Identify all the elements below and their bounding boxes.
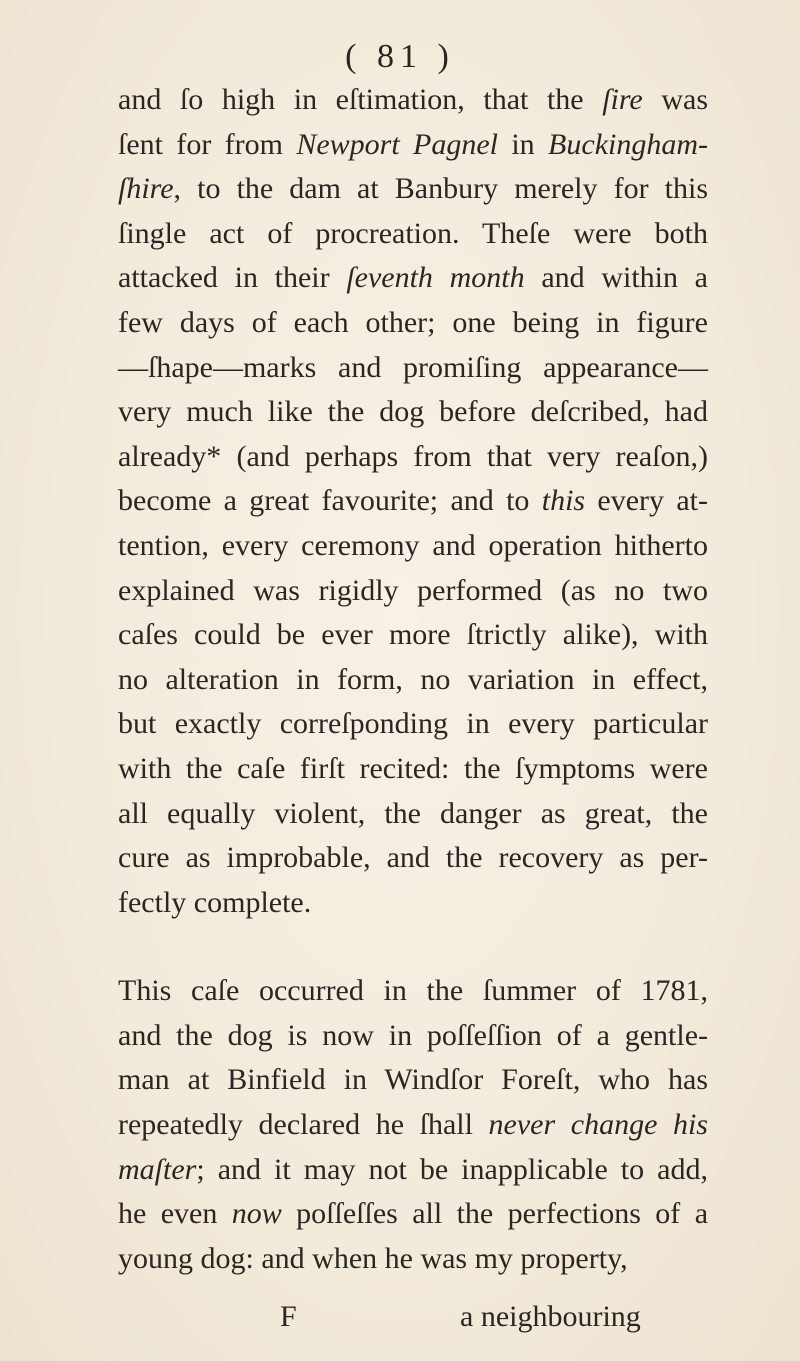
text-line: [118, 390, 708, 435]
text-run: he even: [118, 1197, 232, 1231]
italic-text-run: now: [231, 1197, 282, 1231]
text-run: was: [642, 83, 708, 116]
text-run: poſſeſſes all the perfections of a: [281, 1197, 709, 1231]
catchword: a neighbouring: [460, 1300, 641, 1333]
text-line: [118, 613, 708, 658]
text-line: [118, 1103, 708, 1148]
text-run: explained was rigidly performed (as no two: [118, 573, 708, 607]
italic-text-run: Newport Pagnel: [296, 127, 498, 161]
text-run: ſent for from: [118, 127, 297, 161]
text-run: young dog: and when he was my property,: [118, 1241, 628, 1275]
text-run: caſes could be ever more ſtrictly alike), with: [118, 618, 708, 652]
text-line: [118, 1192, 708, 1237]
text-line: [118, 792, 708, 837]
text-run: man at Binfield in Windſor Foreſt, who has: [118, 1063, 708, 1097]
text-line: [118, 435, 708, 480]
text-line: [118, 301, 708, 346]
text-run: fectly complete.: [118, 885, 312, 919]
text-run: and ſo high in eſtimation, that the: [118, 83, 603, 116]
text-run: attacked in their: [118, 261, 347, 295]
text-run: every at-: [585, 484, 708, 518]
text-run: This caſe occurred in the ſummer of 1781,: [118, 974, 708, 1008]
text-run: tention, every ceremony and operation hitherto: [118, 528, 708, 562]
body-text: [118, 78, 708, 1281]
text-run: , to the dam at Banbury merely for this: [173, 172, 708, 206]
paragraph-2: [118, 969, 708, 1281]
text-line: [118, 969, 708, 1014]
text-line: [118, 479, 708, 524]
text-run: cure as improbable, and the recovery as per-: [118, 841, 708, 875]
italic-text-run: maſter: [118, 1152, 197, 1186]
text-line: [118, 881, 708, 926]
text-run: few days of each other; one being in figure: [118, 305, 708, 339]
text-line: [118, 346, 708, 391]
text-line: [118, 256, 708, 301]
signature-mark: F: [280, 1300, 297, 1333]
text-line: [118, 78, 708, 123]
text-run: and the dog is now in poſſeſſion of a gentle-: [118, 1018, 708, 1052]
italic-text-run: this: [541, 484, 586, 518]
italic-text-run: Buckingham-: [548, 127, 708, 161]
text-line: [118, 836, 708, 881]
text-line: [118, 524, 708, 569]
text-run: with the caſe firſt recited: the ſymptoms were: [118, 751, 708, 785]
text-line: [118, 569, 708, 614]
text-run: become a great favourite; and to: [118, 484, 542, 518]
text-run: but exactly correſponding in every particular: [118, 707, 708, 741]
text-line: [118, 747, 708, 792]
page-number: ( 81 ): [345, 38, 455, 75]
text-line: [118, 212, 708, 257]
text-line: [118, 1014, 708, 1059]
text-run: ; and it may not be inapplicable to add,: [196, 1152, 708, 1186]
text-run: already* (and perhaps from that very reaſon,): [118, 439, 708, 473]
text-run: and within a: [524, 261, 708, 295]
text-run: very much like the dog before deſcribed, had: [118, 395, 708, 429]
text-line: [118, 123, 708, 168]
text-run: in: [498, 127, 549, 161]
text-run: no alteration in form, no variation in effect,: [118, 662, 708, 696]
text-line: [118, 1148, 708, 1193]
italic-text-run: ſeventh month: [346, 261, 525, 295]
paragraph-1: [118, 78, 708, 925]
text-line: [118, 1237, 708, 1282]
text-line: [118, 702, 708, 747]
italic-text-run: ſhire: [118, 172, 174, 206]
text-run: repeatedly declared he ſhall: [118, 1108, 489, 1142]
italic-text-run: ſire: [602, 83, 643, 116]
text-line: [118, 1058, 708, 1103]
text-line: [118, 658, 708, 703]
text-run: all equally violent, the danger as great, the: [118, 796, 708, 830]
text-line: [118, 167, 708, 212]
text-run: ſingle act of procreation. Theſe were both: [118, 216, 708, 250]
paragraph-gap: [118, 925, 708, 969]
text-run: —ſhape—marks and promiſing appearance—: [118, 350, 708, 384]
italic-text-run: never change his: [488, 1108, 708, 1142]
